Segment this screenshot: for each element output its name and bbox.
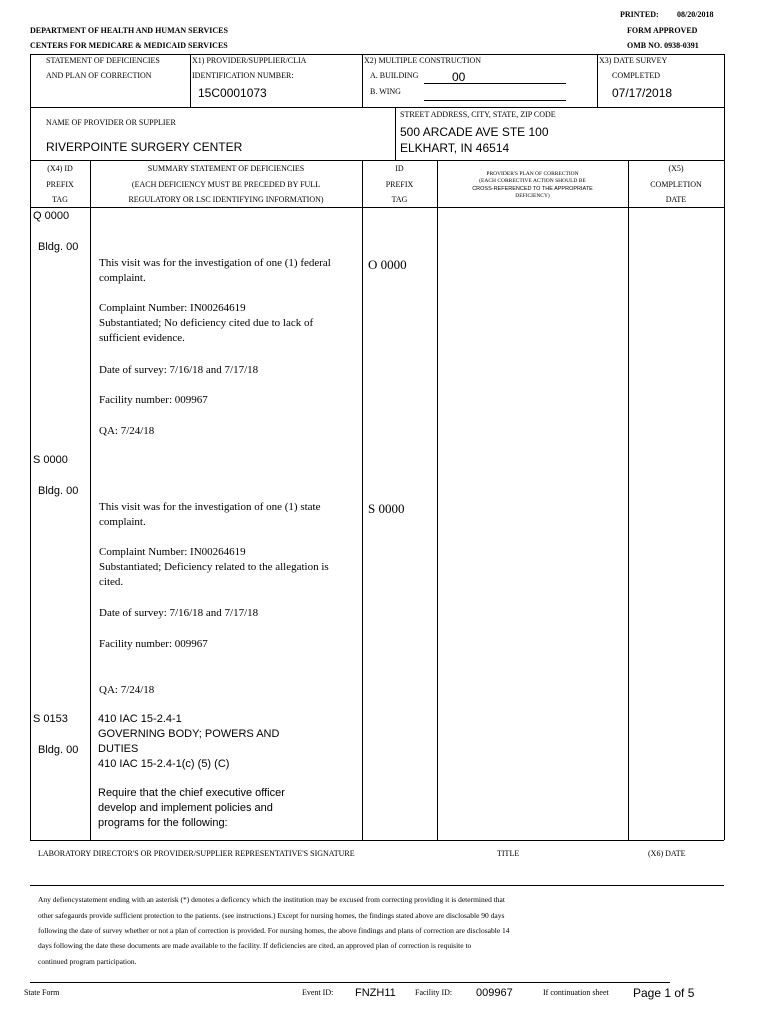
col-summary-1: SUMMARY STATEMENT OF DEFICIENCIES [147, 164, 305, 173]
disclaimer-line: other safegaurds provide sufficient protection to the patients. (see instructions.) Except for nursing homes, the findings stated above are disclosable 90 days [38, 911, 505, 920]
tag-o0000: O 0000 [368, 257, 407, 272]
col-completion: COMPLETION [650, 180, 702, 189]
columns-bottom-line [30, 207, 724, 208]
disclaimer-line: Any defiencystatement ending with an asterisk (*) denotes a deficency which the institution may be excused from correcting providing it is determined that [38, 895, 505, 904]
survey-completed-date: 07/17/2018 [612, 86, 673, 100]
building-underline [424, 83, 566, 84]
statement-line2: AND PLAN OF CORRECTION [46, 71, 152, 80]
requirement-text: Require that the chief executive officer develop and implement policies and programs for the following: [98, 787, 285, 829]
header-divider-3 [597, 54, 598, 107]
header-mid-line [30, 107, 724, 108]
finding-paragraph: This visit was for the investigation of one (1) state complaint. [99, 501, 321, 528]
facility-id-label: Facility ID: [415, 988, 453, 997]
col-summary-3: REGULATORY OR LSC IDENTIFYING INFORMATION) [128, 195, 324, 204]
header-divider-1 [190, 54, 191, 107]
disclaimer-line: continued program participation. [38, 957, 137, 966]
header-divider-2 [362, 54, 363, 107]
col-plan-1: PROVIDER'S PLAN OF CORRECTION [486, 171, 579, 177]
provider-id-value: 15C0001073 [198, 86, 267, 100]
finding-paragraph: QA: 7/24/18 [99, 684, 155, 696]
statement-line1: STATEMENT OF DEFICIENCIES [46, 56, 160, 65]
printed-label: PRINTED: [620, 10, 659, 19]
x2-label: X2) MULTIPLE CONSTRUCTION [364, 56, 482, 65]
wing-label: B. WING [370, 87, 401, 96]
x3-sub: COMPLETED [612, 71, 660, 80]
col-plan-2: (EACH CORRECTIVE ACTION SHOULD BE [479, 178, 586, 184]
x3-label: X3) DATE SURVEY [599, 56, 668, 65]
continuation-label: If continuation sheet [543, 988, 609, 997]
col-tag: TAG [52, 195, 68, 204]
provider-bottom-line [30, 160, 724, 161]
facility-id-value: 009967 [476, 987, 513, 999]
page-number: Page 1 of 5 [633, 986, 695, 1000]
tag-s0000-plan: S 0000 [368, 501, 405, 516]
col-plan-3: CROSS-REFERENCED TO THE APPROPRIATE [472, 186, 593, 192]
disclaimer-line: following the date of survey whether or not a plan of correction is provided. For nursing homes, the above findings and plans of correction are disclosable 14 [38, 926, 510, 935]
address-line2: ELKHART, IN 46514 [400, 141, 510, 155]
signature-label: LABORATORY DIRECTOR'S OR PROVIDER/SUPPLIER REPRESENTATIVE'S SIGNATURE [38, 849, 355, 858]
col-x4-id: (X4) ID [47, 164, 73, 173]
bldg-label: Bldg. 00 [38, 485, 79, 497]
finding-paragraph: QA: 7/24/18 [99, 425, 155, 437]
col-divider-1 [90, 160, 91, 840]
finding-paragraph: Complaint Number: IN00264619 Substantiated; Deficiency related to the allegation is cited. [99, 546, 329, 588]
state-form-label: State Form [24, 988, 60, 997]
omb-number: OMB NO. 0938-0391 [627, 41, 699, 50]
regulation-text: 410 IAC 15-2.4-1 GOVERNING BODY; POWERS AND DUTIES 410 IAC 15-2.4-1(c) (5) (C) [98, 713, 280, 770]
finding-paragraph: Facility number: 009967 [99, 394, 208, 406]
tag-s0153: S 0153 [33, 713, 68, 725]
building-value: 00 [452, 70, 466, 84]
wing-underline [424, 100, 566, 101]
col-summary-2: (EACH DEFICIENCY MUST BE PRECEDED BY FULL [131, 180, 321, 189]
col-prefix2: PREFIX [385, 180, 414, 189]
right-border [724, 54, 725, 840]
department-title: DEPARTMENT OF HEALTH AND HUMAN SERVICES [30, 26, 228, 35]
col-tag2: TAG [391, 195, 408, 204]
signature-bottom-line [30, 885, 724, 886]
col-x5: (X5) [668, 164, 684, 173]
finding-paragraph: Date of survey: 7/16/18 and 7/17/18 [99, 607, 259, 619]
event-id-label: Event ID: [302, 988, 334, 997]
col-divider-2 [362, 160, 363, 840]
printed-date: 08/20/2018 [677, 10, 714, 19]
header-top-line [30, 54, 724, 55]
x1-label: X1) PROVIDER/SUPPLIER/CLIA [192, 56, 307, 65]
col-date: DATE [665, 195, 687, 204]
col-id: ID [395, 164, 404, 173]
col-divider-4 [628, 160, 629, 840]
provider-name: RIVERPOINTE SURGERY CENTER [46, 140, 243, 154]
event-id-value: FNZH11 [355, 987, 396, 999]
address-line1: 500 ARCADE AVE STE 100 [400, 125, 549, 139]
centers-title: CENTERS FOR MEDICARE & MEDICAID SERVICES [30, 41, 228, 50]
col-divider-3 [437, 160, 438, 840]
body-bottom-line [30, 840, 724, 841]
col-plan-4: DEFICIENCY) [515, 193, 550, 199]
x6-date-label: (X6) DATE [648, 849, 686, 858]
provider-label: NAME OF PROVIDER OR SUPPLIER [46, 118, 176, 127]
finding-paragraph: This visit was for the investigation of one (1) federal complaint. [99, 257, 331, 284]
finding-paragraph: Facility number: 009967 [99, 638, 208, 650]
form-approved: FORM APPROVED [627, 26, 698, 35]
provider-divider [395, 107, 396, 160]
disclaimer-line: days following the date these documents are made available to the facility. If deficiencies are cited, an approved plan of correction is requisite to [38, 941, 472, 950]
building-label: A. BUILDING [370, 71, 419, 80]
footer-top-line [30, 982, 670, 983]
finding-paragraph: Complaint Number: IN00264619 Substantiated; No deficiency cited due to lack of sufficient evidence. [99, 302, 314, 344]
tag-q0000: Q 0000 [33, 210, 70, 222]
tag-s0000: S 0000 [33, 454, 68, 466]
title-label: TITLE [497, 849, 520, 858]
finding-paragraph: Date of survey: 7/16/18 and 7/17/18 [99, 364, 259, 376]
x1-sub: IDENTIFICATION NUMBER: [192, 71, 294, 80]
col-prefix: PREFIX [46, 180, 74, 189]
address-label: STREET ADDRESS, CITY, STATE, ZIP CODE [400, 110, 556, 119]
bldg-label: Bldg. 00 [38, 241, 79, 253]
bldg-label: Bldg. 00 [38, 744, 79, 756]
